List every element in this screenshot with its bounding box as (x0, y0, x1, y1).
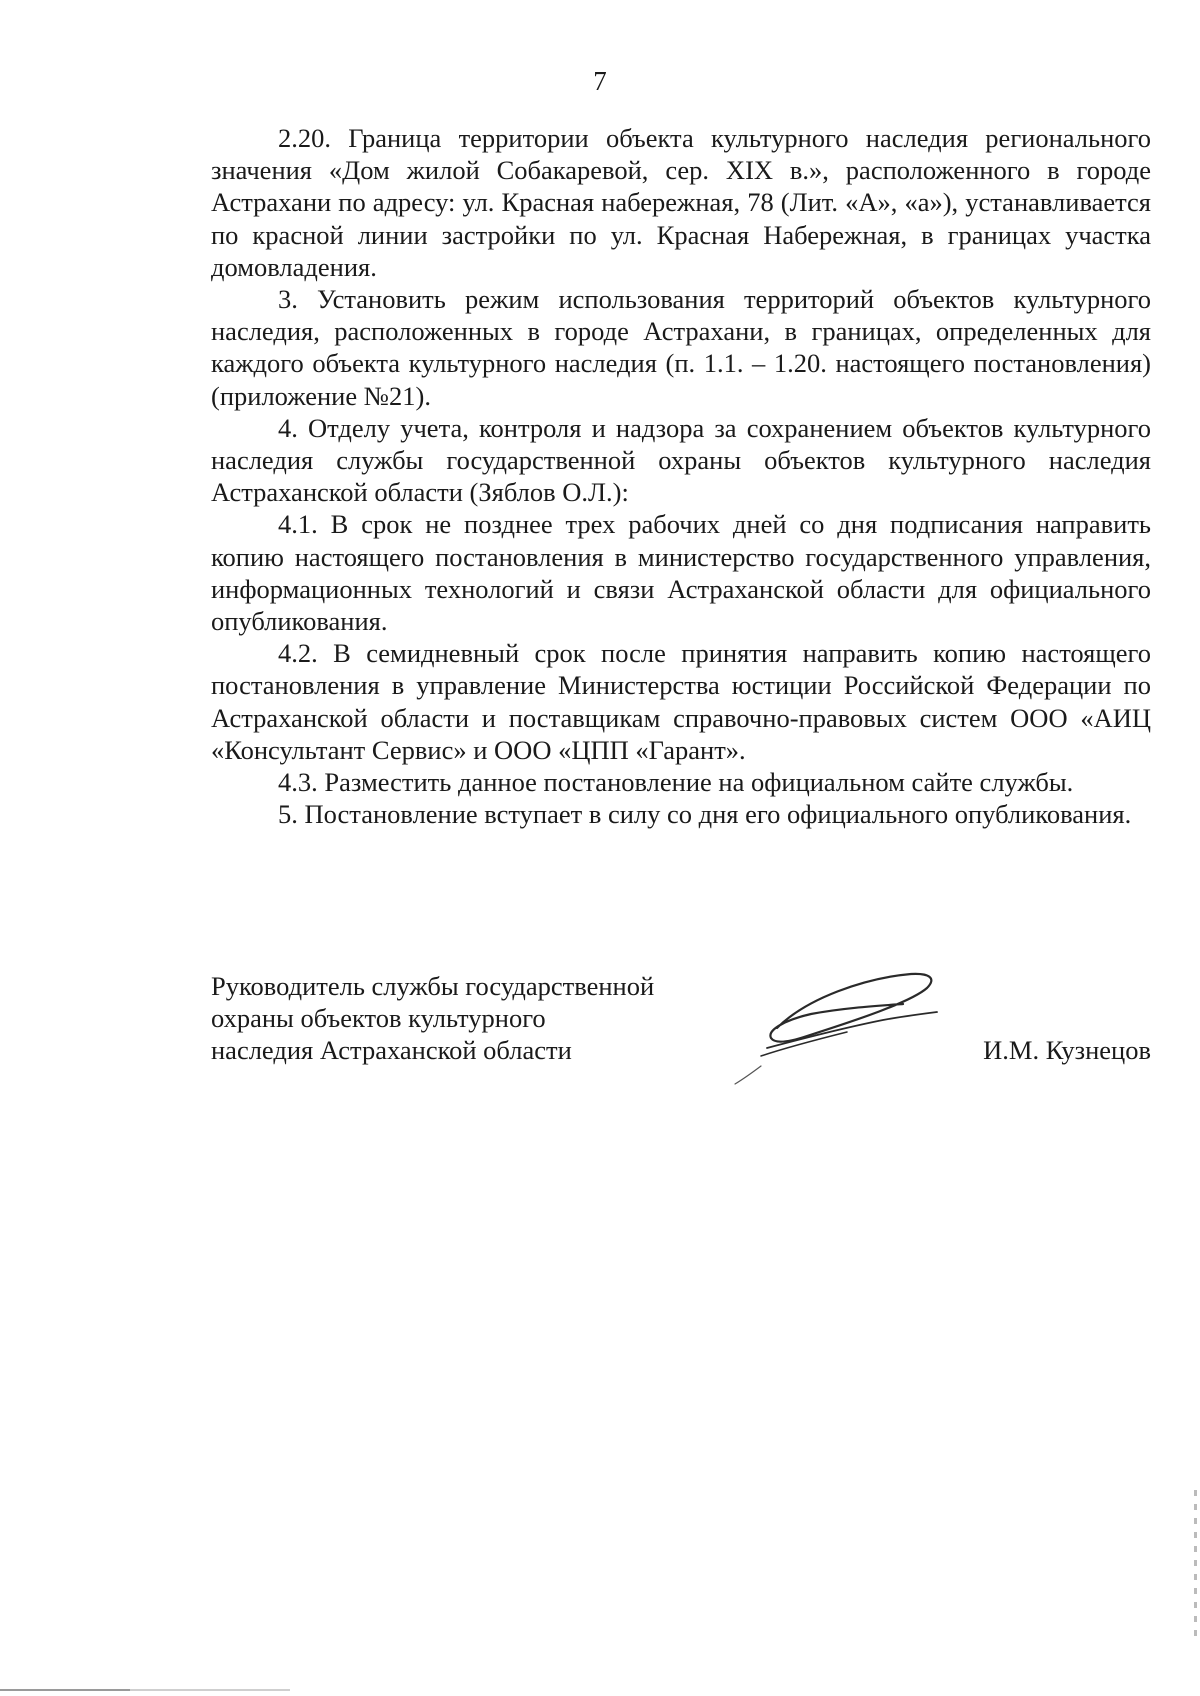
paragraph-4-2: 4.2. В семидневный срок после принятия направить копию настоящего постановления в управление Министерства юстиции Российской Федерации по Астраханской области и поставщикам справочно-правовых систем ООО «АИЦ «Консультант Сервис» и ООО «ЦПП «Гарант». (211, 638, 1151, 765)
signatory-title-line: охраны объектов культурного (211, 1003, 546, 1033)
paragraph-5: 5. Постановление вступает в силу со дня его официального опубликования. (278, 799, 1132, 830)
scan-edge-line (0, 1689, 290, 1691)
signatory-title-line: наследия Астраханской области (211, 1035, 572, 1065)
signatory-title (211, 970, 731, 1066)
page-number: 7 (593, 66, 607, 96)
handwritten-signature (715, 964, 975, 1094)
signatory-name: И.М. Кузнецов (983, 1035, 1151, 1065)
signatory-title-line: Руководитель службы государственной (211, 971, 655, 1001)
signature-block (211, 970, 1151, 1100)
paragraph-2-20: 2.20. Граница территории объекта культурного наследия регионального значения «Дом жилой Собакаревой, сер. XIX в.», расположенного в городе Астрахани по адресу: ул. Красная набережная, 78 (Лит. «А», «а»), устанавливается по красной линии застройки по ул. Красная Набережная, в границах участка домовладения. (211, 123, 1151, 282)
paragraph-4-3: 4.3. Разместить данное постановление на официальном сайте службы. (278, 767, 1074, 798)
paragraph-4-1: 4.1. В срок не позднее трех рабочих дней со дня подписания направить копию настоящего постановления в министерство государственного управления, информационных технологий и связи Астраханской области для официального опубликования. (211, 509, 1151, 637)
paragraph-3: 3. Установить режим использования территорий объектов культурного наследия, расположенных в городе Астрахани, в границах, определенных для каждого объекта культурного наследия (п. 1.1. – 1.20. настоящего постановления) (приложение №21). (211, 284, 1151, 411)
paragraph-4: 4. Отделу учета, контроля и надзора за сохранением объектов культурного наследия службы государственной охраны объектов культурного наследия Астраханской области (Зяблов О.Л.): (211, 412, 1151, 508)
scan-edge-mark (1194, 1490, 1197, 1640)
document-body (211, 122, 1151, 830)
